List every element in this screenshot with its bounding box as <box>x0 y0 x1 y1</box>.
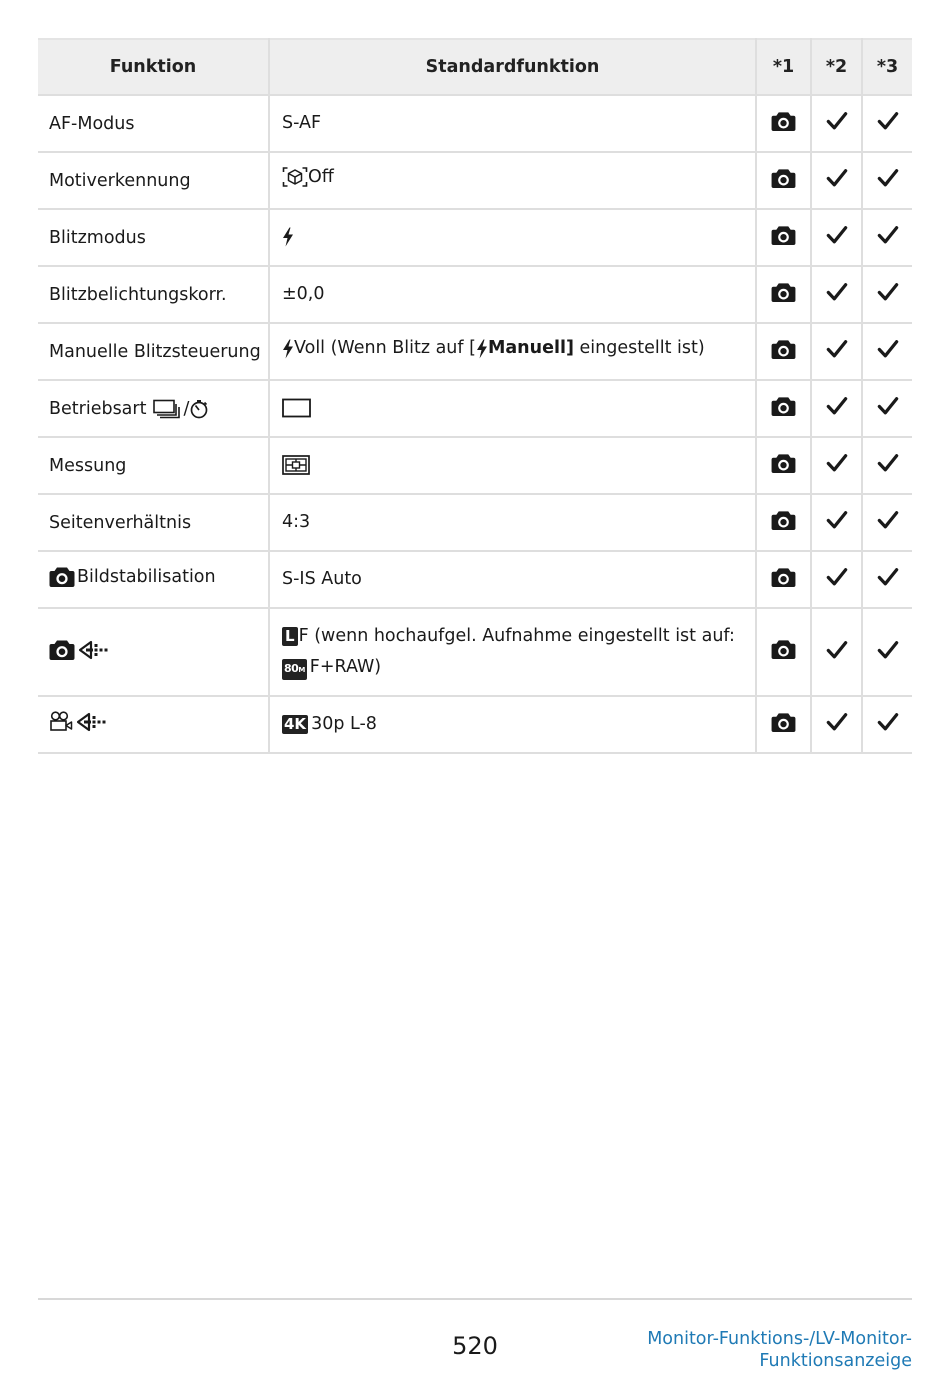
footer-divider <box>38 1298 912 1300</box>
table-row <box>38 209 912 266</box>
checkmark-icon <box>826 396 848 416</box>
digital-esp-metering-icon <box>282 455 310 475</box>
video-camera-icon <box>49 711 73 733</box>
image-quality-icon <box>79 640 109 660</box>
function-cell: Messung <box>38 437 269 494</box>
checkmark-icon <box>826 111 848 131</box>
check-cell <box>811 494 862 551</box>
table-header-row <box>38 39 912 95</box>
checkmark-icon <box>826 510 848 530</box>
check-cell <box>862 266 912 323</box>
function-cell <box>38 551 269 608</box>
mode-cell <box>756 380 811 437</box>
camera-icon <box>771 396 796 417</box>
function-cell <box>38 696 269 753</box>
table-row <box>38 152 912 209</box>
table-row <box>38 551 912 608</box>
check-cell <box>811 696 862 753</box>
function-cell: Blitzmodus <box>38 209 269 266</box>
check-cell <box>811 209 862 266</box>
checkmark-icon <box>877 111 899 131</box>
camera-icon <box>771 712 796 733</box>
image-quality-icon <box>77 712 107 732</box>
standard-cell: 4:3 <box>269 494 756 551</box>
header-col3: *3 <box>862 39 912 95</box>
check-cell <box>811 551 862 608</box>
camera-icon <box>771 453 796 474</box>
checkmark-icon <box>826 712 848 732</box>
table-row <box>38 437 912 494</box>
header-col2: *2 <box>811 39 862 95</box>
function-cell: Blitzbelichtungskorr. <box>38 266 269 323</box>
table-row <box>38 696 912 753</box>
check-cell <box>811 323 862 380</box>
function-cell <box>38 608 269 696</box>
checkmark-icon <box>877 282 899 302</box>
page-number: 520 <box>452 1332 498 1360</box>
standard-line-1 <box>282 621 755 652</box>
function-cell <box>38 380 269 437</box>
camera-icon <box>771 168 796 189</box>
check-cell <box>862 551 912 608</box>
checkmark-icon <box>877 339 899 359</box>
checkmark-icon <box>877 510 899 530</box>
quality-badge-l: L <box>282 627 298 646</box>
check-cell <box>862 437 912 494</box>
checkmark-icon <box>826 453 848 473</box>
check-cell <box>862 95 912 152</box>
mode-cell <box>756 323 811 380</box>
camera-icon <box>771 639 796 660</box>
camera-icon <box>771 339 796 360</box>
standard-cell <box>269 209 756 266</box>
standard-text: F (wenn hochaufgel. Aufnahme eingestellt ist auf: <box>298 626 735 646</box>
standard-cell <box>269 608 756 696</box>
mode-cell <box>756 696 811 753</box>
standard-text: 30p L-8 <box>311 714 377 734</box>
header-standard: Standardfunktion <box>269 39 756 95</box>
header-function: Funktion <box>38 39 269 95</box>
mode-cell <box>756 551 811 608</box>
standard-text: F+RAW) <box>309 657 382 677</box>
table-row <box>38 608 912 696</box>
check-cell <box>862 696 912 753</box>
checkmark-icon <box>877 640 899 660</box>
flash-icon <box>282 339 294 359</box>
check-cell <box>811 266 862 323</box>
self-timer-icon <box>189 399 209 419</box>
function-table <box>38 38 912 754</box>
camera-icon <box>771 111 796 132</box>
check-cell <box>862 323 912 380</box>
check-cell <box>862 209 912 266</box>
camera-icon <box>771 225 796 246</box>
check-cell <box>811 437 862 494</box>
check-cell <box>811 152 862 209</box>
checkmark-icon <box>826 282 848 302</box>
camera-icon <box>771 510 796 531</box>
function-cell: Seitenverhältnis <box>38 494 269 551</box>
standard-value: Off <box>308 166 334 187</box>
section-link[interactable] <box>612 1328 912 1372</box>
table-row <box>38 95 912 152</box>
mode-cell <box>756 209 811 266</box>
flash-icon <box>476 339 488 359</box>
standard-cell <box>269 152 756 209</box>
check-cell <box>811 380 862 437</box>
function-separator: / <box>183 398 190 419</box>
checkmark-icon <box>826 640 848 660</box>
header-col1: *1 <box>756 39 811 95</box>
standard-cell <box>269 323 756 380</box>
table-row <box>38 323 912 380</box>
checkmark-icon <box>826 168 848 188</box>
standard-line-2 <box>282 652 755 683</box>
4k-badge: 4K <box>284 715 307 733</box>
function-label: Betriebsart <box>49 398 147 419</box>
checkmark-icon <box>877 453 899 473</box>
mode-cell <box>756 494 811 551</box>
sequential-shooting-icon <box>153 399 183 419</box>
camera-icon <box>49 639 75 661</box>
standard-cell: ±0,0 <box>269 266 756 323</box>
check-cell <box>811 95 862 152</box>
standard-cell: S-AF <box>269 95 756 152</box>
single-frame-icon <box>282 398 312 418</box>
standard-text-bold: Manuell] <box>487 338 574 359</box>
function-label: Bildstabilisation <box>77 567 216 587</box>
checkmark-icon <box>826 225 848 245</box>
mode-cell <box>756 152 811 209</box>
check-cell <box>862 152 912 209</box>
camera-icon <box>49 566 75 588</box>
standard-cell <box>269 380 756 437</box>
standard-text-post: eingestellt ist) <box>573 338 705 359</box>
check-cell <box>862 608 912 696</box>
checkmark-icon <box>877 712 899 732</box>
checkmark-icon <box>877 168 899 188</box>
section-link-line-2[interactable]: Funktionsanzeige <box>759 1351 912 1371</box>
mode-cell <box>756 437 811 494</box>
checkmark-icon <box>826 339 848 359</box>
flash-auto-icon <box>282 227 294 247</box>
checkmark-icon <box>877 225 899 245</box>
standard-text-pre: Voll (Wenn Blitz auf [ <box>294 338 476 359</box>
standard-cell: S-IS Auto <box>269 551 756 608</box>
table-row <box>38 266 912 323</box>
standard-cell <box>269 696 756 753</box>
checkmark-icon <box>877 396 899 416</box>
table-row <box>38 380 912 437</box>
subject-detection-icon <box>282 166 308 188</box>
mode-cell <box>756 95 811 152</box>
checkmark-icon <box>826 567 848 587</box>
checkmark-icon <box>877 567 899 587</box>
table-row <box>38 494 912 551</box>
check-cell <box>862 380 912 437</box>
high-res-badge: 80M <box>282 659 307 680</box>
camera-icon <box>771 282 796 303</box>
check-cell <box>862 494 912 551</box>
mode-cell <box>756 608 811 696</box>
function-cell: Motiverkennung <box>38 152 269 209</box>
camera-icon <box>771 567 796 588</box>
check-cell <box>811 608 862 696</box>
section-link-line-1[interactable]: Monitor-Funktions-/LV-Monitor- <box>647 1329 912 1349</box>
function-cell: Manuelle Blitzsteuerung <box>38 323 269 380</box>
mode-cell <box>756 266 811 323</box>
function-cell: AF-Modus <box>38 95 269 152</box>
standard-cell <box>269 437 756 494</box>
